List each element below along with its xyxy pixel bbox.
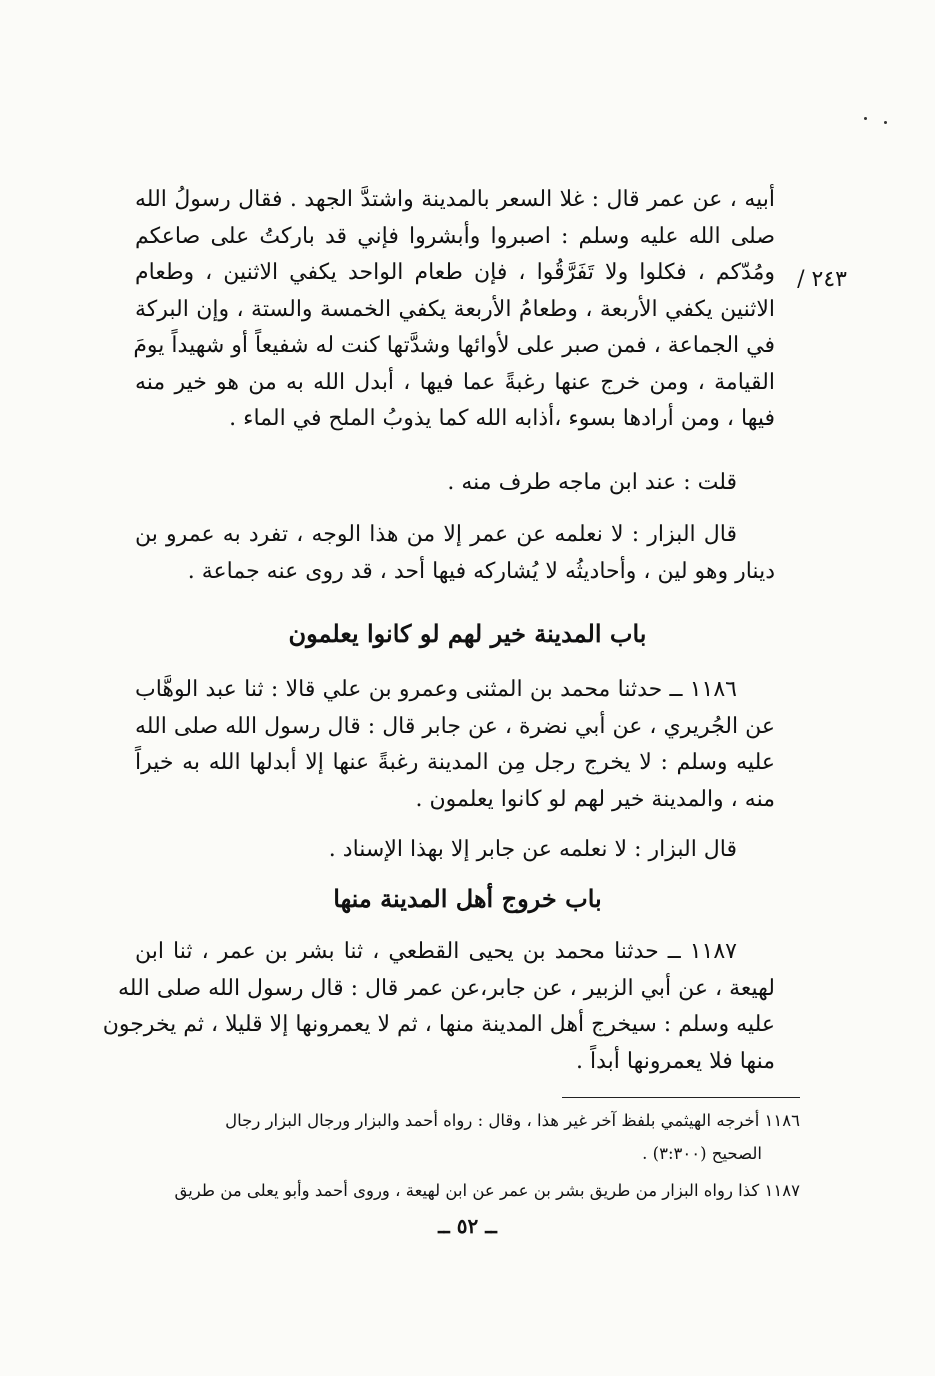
footnote-text: كذا رواه البزار من طريق بشر بن عمر عن ابن لهيعة ، وروى أحمد وأبو يعلى من طريق [174,1181,760,1200]
text-line: قلت : عند ابن ماجه طرف منه . [447,470,737,495]
hadith-1186 [135,672,775,818]
ibn-majah-note [135,465,775,502]
footnote-1186 [135,1104,800,1170]
page-number: ــ ٥٢ ــ [438,1214,497,1238]
bazzar-comment-1 [135,517,775,590]
text-line: فيها ، ومن أرادها بسوء ،أذابه الله كما يذوبُ الملح في الماء . [229,406,775,431]
text-line: منها فلا يعمرونها أبداً . [576,1048,775,1074]
text-line: قال البزار : لا نعلمه عن جابر إلا بهذا الإسناد . [328,837,737,862]
scan-speck [864,117,867,120]
text-line: عن الجُريري ، عن أبي نضرة ، عن جابر قال : قال رسول الله صلى الله [135,713,775,739]
footnote-number: ١١٨٦ [764,1111,800,1130]
text-line: عليه وسلم : سيخرج أهل المدينة منها ، ثم لا يعمرونها إلا قليلا ، ثم يخرجون [102,1012,775,1037]
footnote-number: ١١٨٧ [764,1181,800,1200]
bazzar-comment-2 [135,832,775,869]
chapter-heading-1: باب المدينة خير لهم لو كانوا يعلمون [288,619,647,648]
text-line: الاثنين يكفي الأربعة ، وطعامُ الأربعة يكفي الخمسة والستة ، وإن البركة [135,296,775,322]
footnote-text: أخرجه الهيثمي بلفظ آخر غير هذا ، وقال : رواه أحمد والبزار ورجال البزار رجال [225,1111,760,1130]
text-line: صلى الله عليه وسلم : اصبروا وأبشروا فإني قد باركتُ على صاعكم [135,223,775,249]
margin-page-reference: ٢٤٣ / [797,267,847,292]
text-line: القيامة ، ومن خرج عنها رغبةً عما فيها ، أبدل الله به من هو خير منه [135,369,775,395]
text-line: ١١٨٧ ــ حدثنا محمد بن يحيى القطعي ، ثنا بشر بن عمر ، ثنا ابن [135,939,737,964]
text-line: منه ، والمدينة خير لهم لو كانوا يعلمون . [415,786,775,812]
text-line: دينار وهو لين ، وأحاديثُه لا يُشاركه فيها أحد ، قد روى عنه جماعة . [187,558,775,584]
text-line: ومُدّكم ، فكلوا ولا تَفَرَّقُوا ، فإن طعام الواحد يكفي الاثنين ، وطعام [135,260,775,285]
text-line: ١١٨٦ ــ حدثنا محمد بن المثنى وعمرو بن علي قالا : ثنا عبد الوهَّاب [135,677,737,702]
text-line: قال البزار : لا نعلمه عن عمر إلا من هذا الوجه ، تفرد به عمرو بن [135,522,737,547]
text-line: عليه وسلم : لا يخرج رجل مِن المدينة رغبةً عنها إلا أبدلها الله به خيراً [135,750,775,775]
text-line: لهيعة ، عن أبي الزبير ، عن جابر،عن عمر قال : قال رسول الله صلى الله [117,975,775,1001]
chapter-heading-2: باب خروج أهل المدينة منها [333,884,602,913]
text-line: أبيه ، عن عمر قال : غلا السعر بالمدينة واشتدَّ الجهد . فقال رسولُ الله [135,187,775,212]
scan-speck [884,121,887,124]
hadith-1187 [102,934,775,1080]
text-line: في الجماعة ، فمن صبر على لأوائها وشدَّتها كنت له شفيعاً أو شهيداً يومَ [133,333,775,358]
footnote-1187 [135,1174,800,1207]
footnote-separator [562,1097,800,1098]
hadith-continuation-paragraph [135,182,775,438]
footnote-text: الصحيح (٣:٣٠٠) . [642,1144,762,1163]
